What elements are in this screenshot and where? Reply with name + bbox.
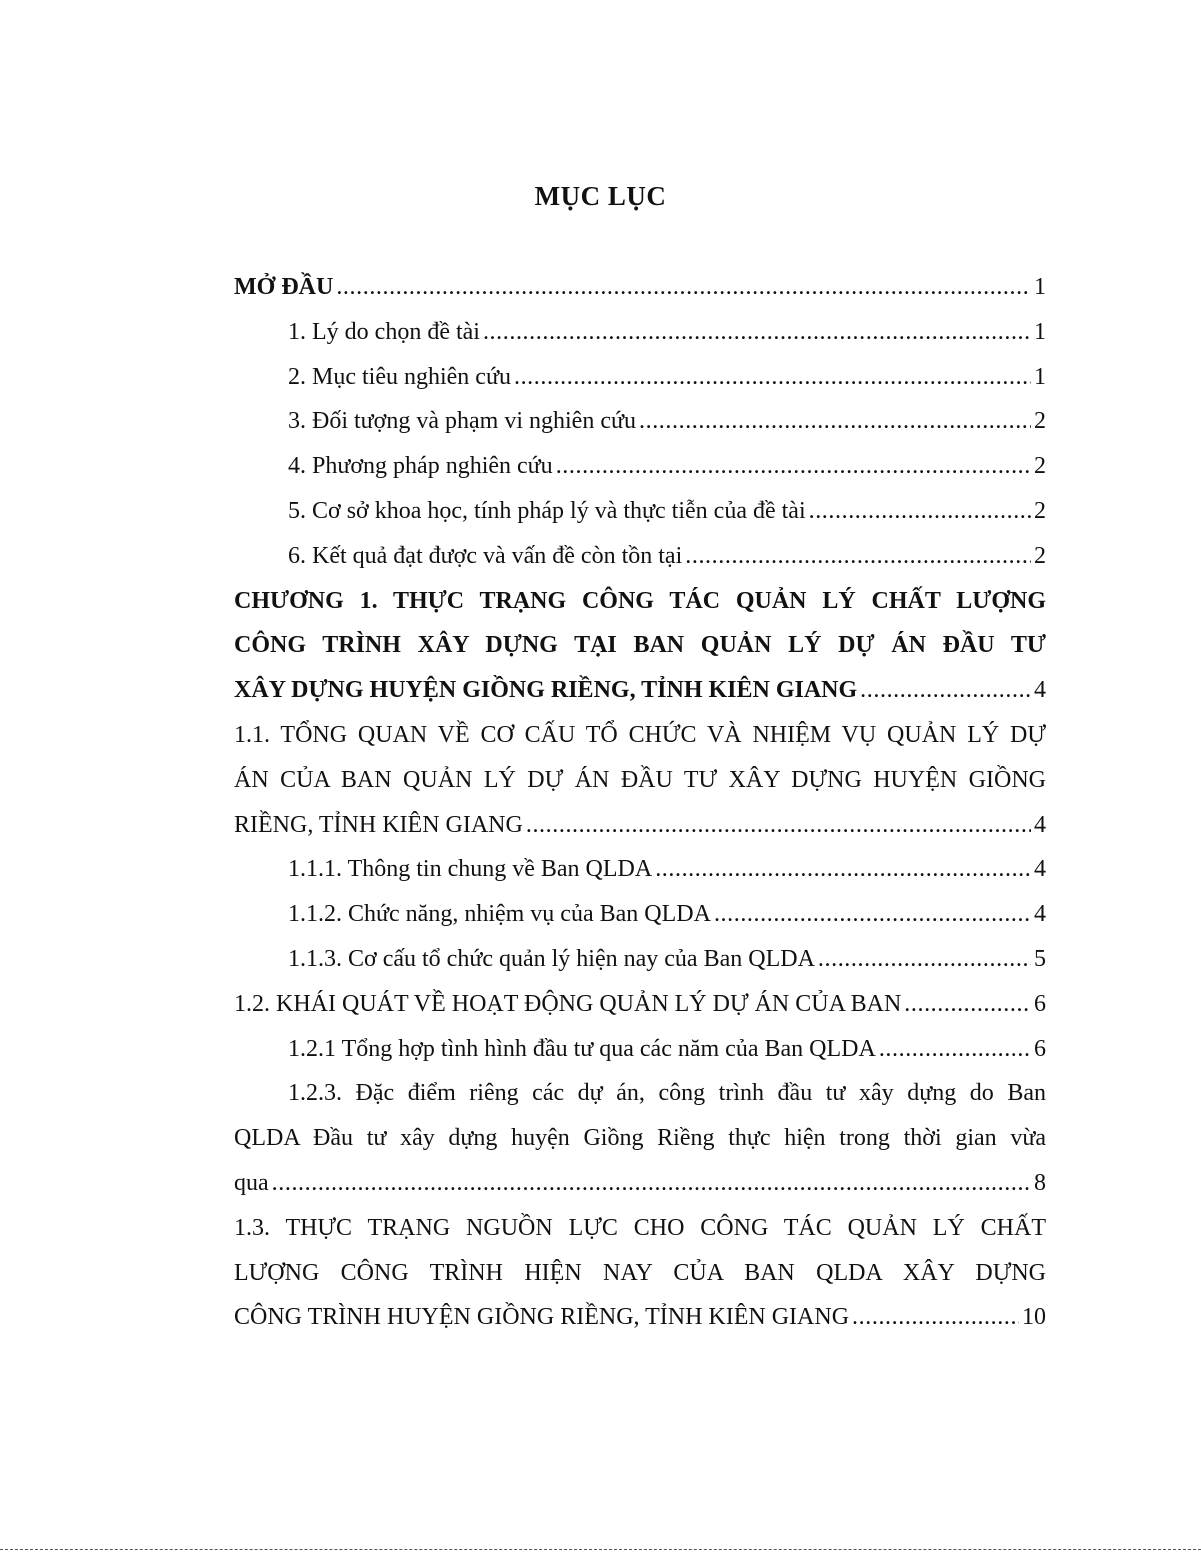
toc-entry-line: QLDA Đầu tư xây dựng huyện Giồng Riềng thực hiện trong thời gian vừa xyxy=(234,1125,1046,1152)
toc-entry-line: 1.1. TỔNG QUAN VỀ CƠ CẤU TỔ CHỨC VÀ NHIỆM VỤ QUẢN LÝ DỰ xyxy=(234,721,1046,748)
toc-entry-text: XÂY DỰNG HUYỆN GIỒNG RIỀNG, TỈNH KIÊN GIANG xyxy=(234,677,858,704)
toc-page-number: 2 xyxy=(1034,453,1046,480)
page-title: MỤC LỤC xyxy=(534,181,667,211)
dot-leader xyxy=(556,444,1031,489)
toc-page-number: 2 xyxy=(1034,542,1046,569)
dot-leader xyxy=(639,399,1031,444)
dot-leader xyxy=(818,937,1031,982)
toc-entry-1-2-1[interactable] xyxy=(234,1027,1046,1072)
dot-leader xyxy=(860,668,1031,713)
dot-leader xyxy=(272,1161,1031,1206)
page-bottom-divider xyxy=(0,1549,1201,1551)
toc-entry-text: RIỀNG, TỈNH KIÊN GIANG xyxy=(234,811,523,838)
toc-page-number: 2 xyxy=(1034,497,1046,524)
toc-entry-text: 4. Phương pháp nghiên cứu xyxy=(288,453,553,480)
dot-leader xyxy=(879,1027,1031,1072)
toc-page-number: 2 xyxy=(1034,408,1046,435)
toc-page-number: 8 xyxy=(1034,1169,1046,1196)
toc-entry-text: 3. Đối tượng và phạm vi nghiên cứu xyxy=(288,408,636,435)
toc-entry-mo-dau[interactable] xyxy=(234,265,1046,310)
toc-page-number: 5 xyxy=(1034,945,1046,972)
toc-entry-last-line xyxy=(234,1295,1046,1340)
toc-entry-text: 6. Kết quả đạt được và vấn đề còn tồn tại xyxy=(288,542,683,569)
toc-page-number: 4 xyxy=(1034,811,1046,838)
toc-page-number: 4 xyxy=(1034,856,1046,883)
toc-entry-text: 1. Lý do chọn đề tài xyxy=(288,318,480,345)
toc-entry-line: 1.3. THỰC TRẠNG NGUỒN LỰC CHO CÔNG TÁC QUẢN LÝ CHẤT xyxy=(234,1214,1046,1241)
toc-entry-text: 5. Cơ sở khoa học, tính pháp lý và thực tiễn của đề tài xyxy=(288,497,806,524)
toc-entry-last-line xyxy=(234,1161,1046,1206)
toc-page-number: 1 xyxy=(1034,363,1046,390)
dot-leader xyxy=(714,892,1031,937)
toc-page-number: 10 xyxy=(1022,1304,1046,1331)
toc-entry-1-1[interactable] xyxy=(234,713,1046,847)
dot-leader xyxy=(514,355,1031,400)
toc-page-number: 4 xyxy=(1034,901,1046,928)
dot-leader xyxy=(685,534,1031,579)
toc-page-number: 1 xyxy=(1034,274,1046,300)
dot-leader xyxy=(852,1295,1019,1340)
dot-leader xyxy=(809,489,1031,534)
toc-entry-1-3[interactable] xyxy=(234,1206,1046,1340)
toc-entry-1-2-3[interactable] xyxy=(234,1071,1046,1205)
toc-entry-text: 1.2.1 Tổng hợp tình hình đầu tư qua các năm của Ban QLDA xyxy=(288,1035,876,1062)
dot-leader xyxy=(336,265,1031,310)
table-of-contents xyxy=(234,265,1046,1340)
toc-entry-text: MỞ ĐẦU xyxy=(234,274,334,300)
toc-entry-line: LƯỢNG CÔNG TRÌNH HIỆN NAY CỦA BAN QLDA XÂY DỰNG xyxy=(234,1259,1046,1286)
toc-entry-5[interactable] xyxy=(234,489,1046,534)
toc-entry-line: ÁN CỦA BAN QUẢN LÝ DỰ ÁN ĐẦU TƯ XÂY DỰNG HUYỆN GIỒNG xyxy=(234,766,1046,793)
toc-entry-2[interactable] xyxy=(234,355,1046,400)
toc-entry-line: CÔNG TRÌNH XÂY DỰNG TẠI BAN QUẢN LÝ DỰ ÁN ĐẦU TƯ xyxy=(234,632,1046,659)
toc-entry-1-1-3[interactable] xyxy=(234,937,1046,982)
toc-entry-text: 1.1.2. Chức năng, nhiệm vụ của Ban QLDA xyxy=(288,901,711,928)
toc-page-number: 4 xyxy=(1034,677,1046,704)
toc-entry-line: 1.2.3. Đặc điểm riêng các dự án, công trình đầu tư xây dựng do Ban xyxy=(288,1080,1046,1107)
toc-entry-4[interactable] xyxy=(234,444,1046,489)
toc-entry-1[interactable] xyxy=(234,310,1046,355)
toc-entry-last-line xyxy=(234,803,1046,848)
toc-page-number: 6 xyxy=(1034,1035,1046,1062)
dot-leader xyxy=(904,982,1031,1027)
toc-entry-text: 1.2. KHÁI QUÁT VỀ HOẠT ĐỘNG QUẢN LÝ DỰ ÁN CỦA BAN xyxy=(234,990,902,1017)
dot-leader xyxy=(655,847,1031,892)
toc-entry-text: qua xyxy=(234,1169,269,1196)
toc-entry-last-line xyxy=(234,668,1046,713)
toc-entry-chapter-1[interactable] xyxy=(234,579,1046,713)
toc-entry-6[interactable] xyxy=(234,534,1046,579)
toc-entry-1-1-1[interactable] xyxy=(234,847,1046,892)
toc-entry-text: CÔNG TRÌNH HUYỆN GIỒNG RIỀNG, TỈNH KIÊN GIANG xyxy=(234,1304,850,1331)
toc-entry-text: 2. Mục tiêu nghiên cứu xyxy=(288,363,511,390)
dot-leader xyxy=(526,803,1031,848)
toc-entry-3[interactable] xyxy=(234,399,1046,444)
toc-entry-text: 1.1.1. Thông tin chung về Ban QLDA xyxy=(288,856,653,883)
toc-entry-line: CHƯƠNG 1. THỰC TRẠNG CÔNG TÁC QUẢN LÝ CHẤT LƯỢNG xyxy=(234,587,1046,614)
toc-entry-1-2[interactable] xyxy=(234,982,1046,1027)
dot-leader xyxy=(483,310,1031,355)
toc-entry-text: 1.1.3. Cơ cấu tổ chức quản lý hiện nay của Ban QLDA xyxy=(288,945,815,972)
toc-page-number: 1 xyxy=(1034,318,1046,345)
toc-page-number: 6 xyxy=(1034,990,1046,1017)
toc-entry-1-1-2[interactable] xyxy=(234,892,1046,937)
